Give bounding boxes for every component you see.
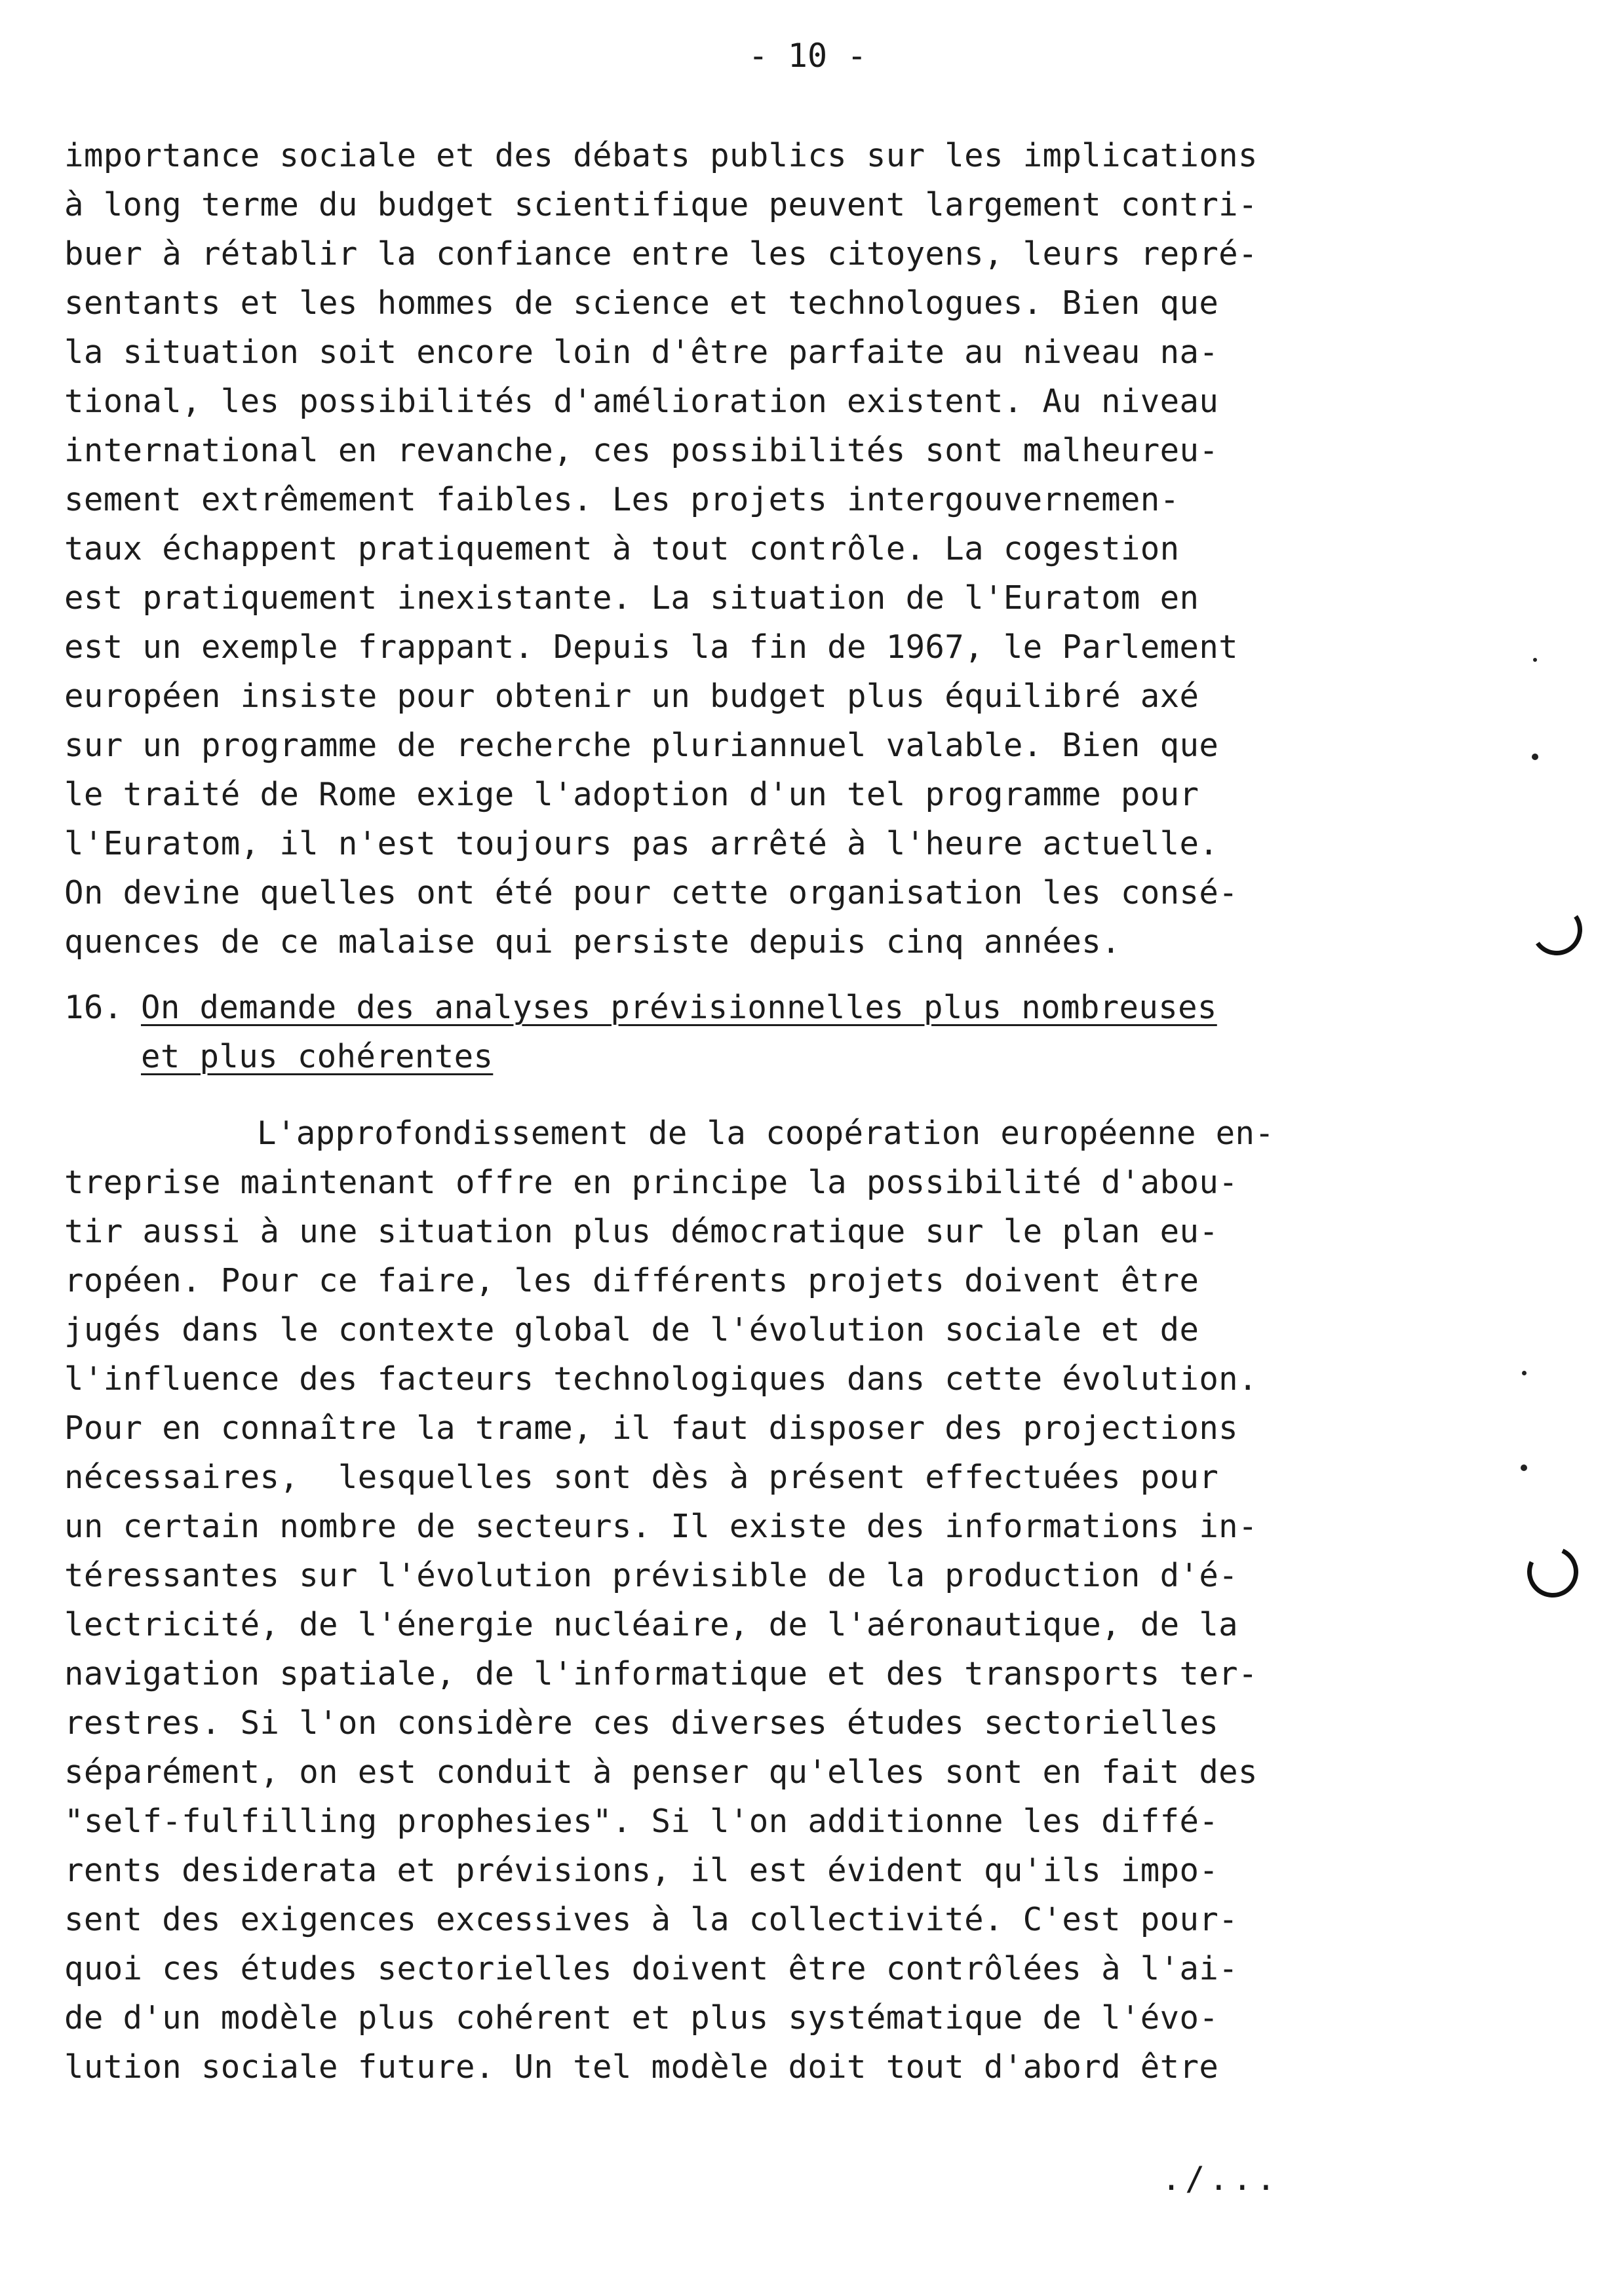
paragraph-2-line-20: lution sociale future. Un tel modèle doit tout d'abord être [64,2048,1219,2086]
paragraph-1-line-5: la situation soit encore loin d'être parfaite au niveau na- [64,334,1219,371]
paragraph-1-line-10: est pratiquement inexistante. La situation de l'Euratom en [64,579,1199,617]
paragraph-2-line-2: treprise maintenant offre en principe la possibilité d'abou- [64,1164,1239,1201]
paragraph-1-line-4: sentants et les hommes de science et technologues. Bien que [64,284,1219,322]
paragraph-2-line-15: "self-fulfilling prophesies". Si l'on additionne les diffé- [64,1803,1219,1840]
paragraph-1-line-6: tional, les possibilités d'amélioration existent. Au niveau [64,383,1219,420]
scan-speck [1533,658,1537,662]
paragraph-1-line-1: importance sociale et des débats publics sur les implications [64,137,1258,174]
paragraph-1-line-13: sur un programme de recherche pluriannuel valable. Bien que [64,727,1219,764]
scan-speck [1522,1371,1527,1375]
paragraph-2-line-17: sent des exigences excessives à la collectivité. C'est pour- [64,1901,1239,1938]
paragraph-1-line-16: On devine quelles ont été pour cette organisation les consé- [64,874,1239,911]
paragraph-1-line-3: buer à rétablir la confiance entre les citoyens, leurs repré- [64,235,1258,273]
paragraph-1-line-17: quences de ce malaise qui persiste depuis cinq années. [64,923,1121,961]
scan-speck [1521,1464,1527,1471]
paragraph-2-line-8: nécessaires, lesquelles sont dès à présent effectuées pour [64,1459,1219,1496]
paragraph-2-line-1: L'approfondissement de la coopération européenne en- [257,1115,1275,1152]
paragraph-2-line-14: séparément, on est conduit à penser qu'elles sont en fait des [64,1753,1258,1791]
page-number: - 10 - [748,37,867,75]
punch-hole-mark [1527,900,1586,959]
paragraph-2-line-3: tir aussi à une situation plus démocratique sur le plan eu- [64,1213,1219,1250]
paragraph-1-line-9: taux échappent pratiquement à tout contrôle. La cogestion [64,530,1180,567]
paragraph-2-line-7: Pour en connaître la trame, il faut disposer des projections [64,1409,1239,1447]
paragraph-2-line-19: de d'un modèle plus cohérent et plus systématique de l'évo- [64,1999,1219,2037]
continuation-mark: ./... [1161,2160,1280,2198]
paragraph-1-line-7: international en revanche, ces possibilités sont malheureu- [64,432,1219,469]
paragraph-1-line-14: le traité de Rome exige l'adoption d'un tel programme pour [64,776,1199,813]
section-heading-line-2: et plus cohérentes [141,1038,494,1075]
paragraph-2-line-13: restres. Si l'on considère ces diverses études sectorielles [64,1704,1219,1742]
paragraph-2-line-9: un certain nombre de secteurs. Il existe des informations in- [64,1508,1258,1545]
scan-speck [1532,754,1538,760]
section-number: 16. [64,989,123,1026]
paragraph-2-line-18: quoi ces études sectorielles doivent être contrôlées à l'ai- [64,1950,1239,1987]
paragraph-2-line-6: l'influence des facteurs technologiques dans cette évolution. [64,1360,1258,1398]
paragraph-1-line-2: à long terme du budget scientifique peuvent largement contri- [64,186,1258,223]
paragraph-2-line-16: rents desiderata et prévisions, il est évident qu'ils impo- [64,1852,1219,1889]
paragraph-2-line-12: navigation spatiale, de l'informatique et des transports ter- [64,1655,1258,1693]
paragraph-1-line-11: est un exemple frappant. Depuis la fin de 1967, le Parlement [64,628,1239,666]
paragraph-1-line-15: l'Euratom, il n'est toujours pas arrêté à l'heure actuelle. [64,825,1219,862]
paragraph-2-line-5: jugés dans le contexte global de l'évolution sociale et de [64,1311,1199,1349]
paragraph-2-line-11: lectricité, de l'énergie nucléaire, de l'aéronautique, de la [64,1606,1239,1643]
section-heading-line-1: On demande des analyses prévisionnelles plus nombreuses [141,989,1217,1026]
paragraph-1-line-8: sement extrêmement faibles. Les projets intergouvernemen- [64,481,1180,518]
paragraph-2-line-10: téressantes sur l'évolution prévisible de la production d'é- [64,1557,1239,1594]
punch-hole-mark [1520,1539,1586,1605]
paragraph-1-line-12: européen insiste pour obtenir un budget plus équilibré axé [64,678,1199,715]
paragraph-2-line-4: ropéen. Pour ce faire, les différents projets doivent être [64,1262,1199,1299]
